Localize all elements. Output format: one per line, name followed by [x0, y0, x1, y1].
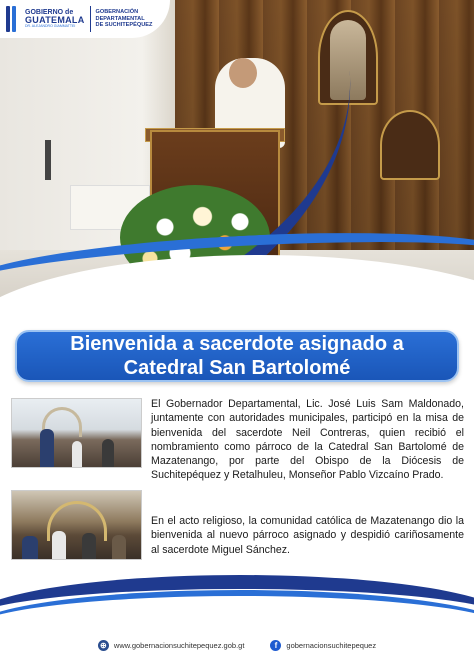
dept-line3: DE SUCHITEPÉQUEZ [95, 22, 153, 29]
header-logo [0, 0, 170, 38]
website-link[interactable]: www.gobernacionsuchitepequez.gob.gt [113, 641, 245, 650]
government-logo-text [25, 9, 85, 29]
body-paragraph-1: El Gobernador Departamental, Lic. José Luis Sam Maldonado, juntamente con autoridades municipales, participó en la misa de bienvenida del sacerdote Neil Contreras, quien recibió el nombramiento como párroco de la Catedral San Bartolomé de Mazatenango, por parte del Obispo de la Diócesis de Suchitepéquez y Retalhuleu, Monseñor Pablo Vizcaíno Prado. [151, 398, 464, 482]
logo-divider [90, 6, 91, 32]
photo-person [52, 531, 66, 560]
globe-icon: ⊕ [98, 640, 109, 651]
photo-person [112, 535, 126, 560]
footer-website[interactable] [98, 640, 245, 651]
photo-person [102, 439, 114, 468]
body-paragraph-2: En el acto religioso, la comunidad católica de Mazatenango dio la bienvenida al nuevo párroco asignado y despidió cariñosamente al sacerdote Miguel Sánchez. [151, 515, 464, 556]
photo-person [40, 429, 54, 468]
logo-line1: GOBIERNO de [25, 9, 74, 17]
photo-church-interior [11, 490, 142, 560]
headline-line1: Bienvenida a sacerdote asignado a [70, 333, 404, 355]
guatemala-logo-icon [6, 6, 20, 32]
dept-line2: DEPARTAMENTAL [95, 15, 145, 22]
facebook-icon: f [270, 640, 281, 651]
photo-person [22, 536, 38, 560]
footer [0, 630, 474, 661]
photo-person [72, 441, 82, 468]
altar-panel [380, 110, 440, 180]
facebook-link[interactable]: gobernacionsuchitepequez [286, 641, 377, 650]
photo-mass-audience [11, 398, 142, 468]
headline-banner [15, 330, 459, 382]
logo-line2: GUATEMALA [25, 15, 85, 26]
headline-line2: Catedral San Bartolomé [123, 357, 351, 379]
photo-person [82, 533, 96, 560]
department-name [96, 9, 153, 28]
footer-facebook[interactable] [270, 640, 376, 651]
logo-line3: DR. ALEJANDRO GIAMMATTEI [25, 24, 76, 29]
dept-line1: GOBERNACIÓN [95, 9, 139, 16]
